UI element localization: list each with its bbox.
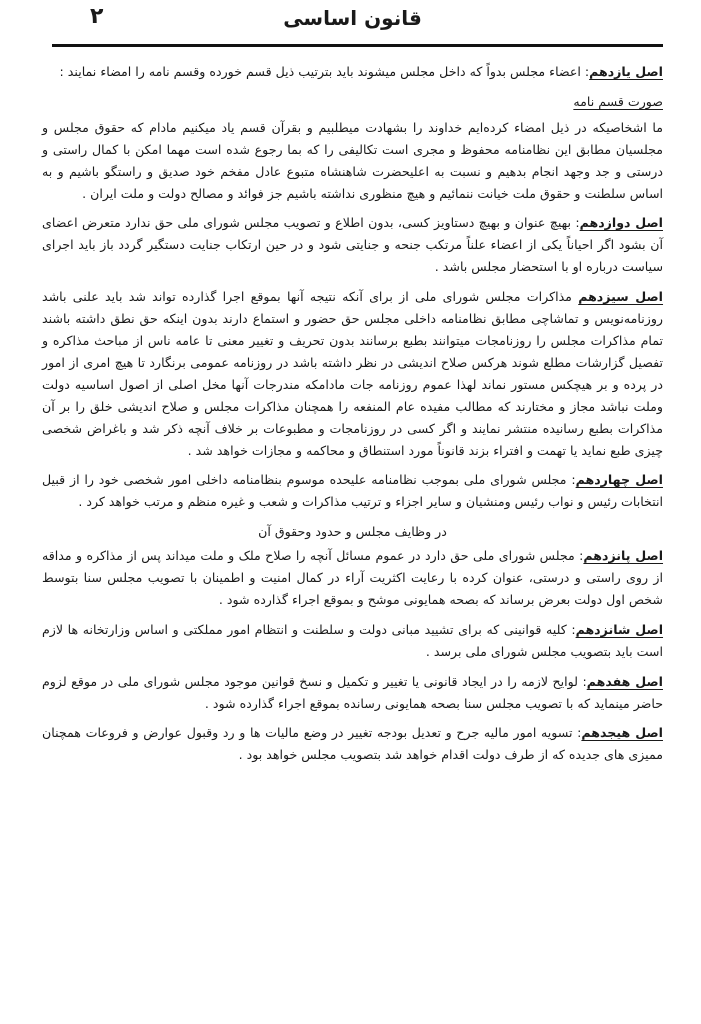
article-18 <box>42 722 663 766</box>
article-14-label: اصل چهاردهم <box>575 472 663 488</box>
section-heading: در وظایف مجلس و حدود وحقوق آن <box>258 524 447 540</box>
article-15-text: : مجلس شورای ملی حق دارد در عموم مسائل آنچه را صلاح ملک و ملت میداند پس از مذاکره و مداقه از روی راستی و درستی، عنوان کرده با رعایت اکثریت آراء در کمال امنیت و اطمینان با تصویب مجلس سنا بتوسط شخص اول دولت بعرض برساند که بصحه همایونی موشح و بموقع اجراء گذارده شود . <box>42 548 663 607</box>
article-16-label: اصل شانزدهم <box>575 621 664 637</box>
article-13-label: اصل سیزدهم <box>578 289 664 305</box>
article-11 <box>42 61 663 83</box>
article-11-text: : اعضاء مجلس بدواً که داخل مجلس میشوند باید بترتیب ذیل قسم خورده وقسم نامه را امضاء نمایند : <box>59 64 590 79</box>
article-12 <box>42 212 663 278</box>
article-17 <box>42 671 663 715</box>
article-11-label: اصل یازدهم <box>589 64 663 79</box>
article-18-text: : تسویه امور مالیه جرح و تعدیل بودجه تغییر در وضع مالیات ها و رد وقبول عوارض و فروعات همچنان ممیزی های جدیده که از طرف دولت اقدام خواهد شد بتصویب مجلس خواهد بود . <box>42 725 663 763</box>
article-17-label: اصل هفدهم <box>586 673 663 689</box>
article-16-text: : کلیه قوانینی که برای تشیید مبانی دولت و سلطنت و انتظام امور مملکتی و اساس وزارتخانه ها لازم است باید بتصویب مجلس شورای ملی برسد . <box>42 621 663 659</box>
oath-title: صورت قسم نامه <box>573 93 663 109</box>
article-13 <box>42 286 663 461</box>
article-15 <box>42 545 663 611</box>
article-13-text: مذاکرات مجلس شورای ملی از برای آنکه نتیجه آنها بموقع اجرا گذارده تواند شد باید علنی باشد روزنامه‌نویس و تماشاچی مطابق نظامنامه داخلی مجلس حق حضور و استماع دارند بدون اینکه حق نطق داشته باشند تمام مذاکرات مجلس را روزنامجات میتوانند بطبع برسانند بدون تحریف و تغییر معنی تا عامه ناس از مباحث مذاکره و تفصیل گزارشات مطلع شوند هرکس صلاح اندیشی در نظر داشته باشد در روزنامه عمومی برنگارد تا هیچ امری از امور در پرده و بر هیچکس مستور نماند لهذا عموم روزنامه جات مادامکه مندرجات آنها مخل اصلی از اصول اساسیه دولت وملت نباشد مجاز و مختارند که مطالب مفیده عام المنفعه را همچنان مذاکرات مجلس و صلاح اندیشی خلق را بر آن مذاکرات بطبع رسانیده منتشر نمایند و اگر کسی در روزنامجات و مطبوعات بر خلاف آنچه ذکر شد و باغراض شخصی چیزی طبع نماید یا تهمت و افتراء بزند قانوناً مورد استنطاق و محاکمه و مجازات خواهد شد . <box>42 289 663 458</box>
article-16 <box>42 619 663 663</box>
article-18-label: اصل هیجدهم <box>581 725 663 741</box>
article-14-text: : مجلس شورای ملی بموجب نظامنامه علیحده موسوم بنظامنامه داخلی امور شخصی خود را از قبیل انتخابات رئیس و نواب رئیس ومنشیان و سایر اجزاء و ترتیب مذاکرات و شعب و غیره منظم و مرتب خواهد کرد . <box>42 472 663 510</box>
article-12-label: اصل دوازدهم <box>579 215 663 231</box>
header-rule <box>52 44 663 47</box>
article-12-text: : بهیچ عنوان و بهیچ دستاویز کسی، بدون اطلاع و تصویب مجلس شورای ملی حق ندارد متعرض اعضای آن بشود اگر احیاناً یکی از اعضاء علناً مرتکب جنحه و جنایتی شود و در حین ارتکاب جنایت دستگیر گردد باز باید اجرای سیاست درباره او با استحضار مجلس باشد . <box>42 215 663 275</box>
page-header <box>42 6 663 36</box>
page-title: قانون اساسی <box>283 6 422 30</box>
oath-text: ما اشخاصیکه در ذیل امضاء کرده‌ایم خداوند را بشهادت میطلبیم و بقرآن قسم یاد میکنیم مادام که حقوق مجلس و مجلسیان مطابق این نظامنامه محفوظ و مجری است تکالیفی را که بما رجوع شده است مهما امکن با کمال راستی و درستی و جد وجهد انجام بدهیم و نسبت به اعلیحضرت شاهنشاه متبوع عادل مفخم خود صدیق و راستگو باشیم و به اساس سلطنت و حقوق ملت خیانت ننمائیم و هیچ منظوری نداشته باشیم جز فوائد و مصالح دولت و ملت ایران . <box>42 119 663 201</box>
article-14 <box>42 469 663 513</box>
article-17-text: : لوایح لازمه را در ایجاد قانونی یا تغییر و تکمیل و نسخ قوانین موجود مجلس شورای ملی در موقع لزوم حاضر مینماید که با تصویب مجلس سنا بصحه همایونی رسانده بموقع اجراء گذارده شود . <box>42 673 663 711</box>
page-number: ۲ <box>90 4 104 29</box>
article-15-label: اصل پانزدهم <box>583 548 664 564</box>
